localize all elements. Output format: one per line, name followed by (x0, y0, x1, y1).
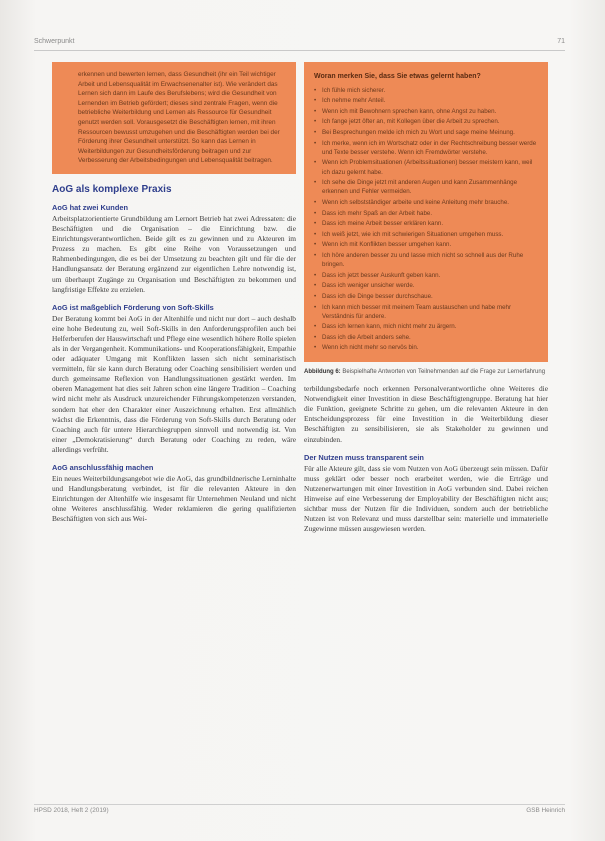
orange-text-box (52, 62, 296, 174)
subsection-heading-2: AoG ist maßgeblich Förderung von Soft-Skills (52, 302, 214, 312)
box-title: Woran merken Sie, dass Sie etwas gelernt haben? (314, 73, 481, 80)
answer-item: • Ich fühle mich sicherer. (314, 86, 538, 95)
subsection-text-right: Für alle Akteure gilt, dass sie vom Nutzen von AoG überzeugt sein müssen. Dafür muss geklärt oder besser noch erarbeitet werden, wie die Erträge und Nutzenerwartungen mit einer Investition in AoG verbunden sind. Dabei reichen Hinweise auf eine Verbesserung der Employability der Beschäftigten nicht aus; sichtbar muss der Nutzen für die Individuen, sondern auch der betriebliche Nutzen ist von Relevanz und muss darstellbar sein: materielle und immaterielle Zugewinne müssen ausgewiesen werden. (304, 463, 548, 534)
footer-citation: HPSD 2018, Heft 2 (2019) (34, 807, 109, 814)
answer-item: • Ich sehe die Dinge jetzt mit anderen Augen und kann Zusammenhänge erkennen und Fehler vermeiden. (314, 178, 538, 196)
answer-item: • Dass ich jetzt besser Auskunft geben kann. (314, 271, 538, 280)
answer-item: • Dass ich lernen kann, mich nicht mehr zu ärgern. (314, 322, 538, 331)
answer-item: • Dass ich meine Arbeit besser erklären kann. (314, 219, 538, 228)
answer-item: • Ich nehme mehr Anteil. (314, 96, 538, 105)
orange-box-text: erkennen und bewerten lernen, dass Gesundheit (ihr ein Teil wichtiger Arbeit und Lebensqualität im Erwachsenenalter ist). Wie verändert das Lernen sich dann im Laufe des Berufslebens; wird die Gesundheit von Lernenden im Betrieb gefördert; dieses sind zentrale Fragen, wenn die betriebliche Weiterbildung und Lernen als Ressource für Gesundheit genutzt werden soll. Vorausgesetzt die Beschäftigten lernen, mit ihren Ressourcen bewusst umzugehen und die Beschäftigten werden bei der Förderung ihrer Gesundheit unterstützt. So kann das Lernen in Weiterbildungen zur Gesundheitsförderung beitragen und zur Verbesserung der Arbeitsbedingungen und Lebensqualität beitragen. (78, 71, 280, 165)
page-header (34, 38, 565, 48)
page-footer (34, 807, 565, 817)
subsection-heading-3: AoG anschlussfähig machen (52, 463, 154, 472)
subsection-text-2: Der Beratung kommt bei AoG in der Altenhilfe und nicht nur dort – auch deshalb eine hohe Bedeutung zu, weil Soft-Skills in den Anforderungsprofilen auch bei Helferberufen der Hauswirtschaft und Pflege eine wesentlich höhere Rolle spielen als in der Vergangenheit. Kommunikations- und Kooperationsfähigkeit, Empathie oder adäquater Umgang mit Konflikten lassen sich nicht seminaristisch vermitteln, für sie kann durch Beratung oder Coaching sensibilisiert werden und durch gemeinsame Reflexion von Handlungssituationen gestärkt werden. Im oberen Management hat dies seit Jahren schon eine längere Tradition – Coaching wird nicht mehr als Ausdruck unzureichender Führungskompetenzen verstanden, sondern hat eher den Charakter einer Auszeichnung erhalten. Erst allmählich wächst die Erkenntnis, dass die Förderung von Soft-Skills durch Beratung oder Coaching auch für untere Hierarchiegruppen sinnvoll und notwendig ist. Von einer „Demokratisierung“ durch Beratung oder Coaching zu reden, wäre allerdings verfrüht. (52, 313, 296, 454)
left-column (52, 62, 296, 524)
footer-publisher: GSB Heinrich (526, 807, 565, 814)
answer-item: • Wenn ich Problemsituationen (Arbeitssituationen) besser meistern kann, weil ich dazu gelernt habe. (314, 158, 538, 176)
answer-item: • Dass ich die Dinge besser durchschaue. (314, 292, 538, 301)
header-divider (34, 50, 565, 51)
subsection-heading-right: Der Nutzen muss transparent sein (304, 452, 424, 462)
caption-text: Beispielhafte Antworten von Teilnehmenden auf die Frage zur Lernerfahrung (342, 369, 546, 376)
learning-answers-box (304, 62, 548, 362)
section-heading: AoG als komplexe Praxis (52, 183, 172, 195)
answer-item: • Ich höre anderen besser zu und lasse mich nicht so schnell aus der Ruhe bringen. (314, 251, 538, 269)
continuation-text: terbildungsbedarfe noch erkennen Personalverantwortliche ohne Weiteres die Notwendigkeit einer Investition in diese Beschäftigtengruppe. Beratung hat hier die Funktion, geeignete Schritte zu gehen, um die relevanten Akteure in den Entscheidungsprozess für eine Investition in die Weiterbildung dieser Beschäftigten zu sensibilisieren, sie als Stakeholder zu gewinnen und einzubinden. (304, 384, 548, 444)
footer-divider (34, 804, 565, 805)
answer-item: • Dass ich die Arbeit anders sehe. (314, 333, 538, 342)
subsection-heading-1: AoG hat zwei Kunden (52, 202, 128, 212)
caption-label: Abbildung 6: (304, 369, 341, 376)
answer-item: • Wenn ich mit Bewohnern sprechen kann, ohne Angst zu haben. (314, 107, 538, 116)
answer-item: • Wenn ich nicht mehr so nervös bin. (314, 343, 538, 352)
answers-list (314, 86, 538, 353)
answer-item: • Ich weiß jetzt, wie ich mit schwierigen Situationen umgehen muss. (314, 230, 538, 239)
answer-item: • Dass ich mehr Spaß an der Arbeit habe. (314, 209, 538, 218)
answer-item: • Ich fange jetzt öfter an, mit Kollegen über die Arbeit zu sprechen. (314, 117, 538, 126)
header-section-label: Schwerpunkt (34, 38, 75, 45)
answer-item: • Wenn ich selbstständiger arbeite und keine Anleitung mehr brauche. (314, 198, 538, 207)
subsection-text-3: Ein neues Weiterbildungsangebot wie die AoG, das grundbildnerische Lerninhalte und Handlungsberatung verbindet, ist für die relevanten Akteure in den Einrichtungen der Altenhilfe wie insgesamt für Unternehmen Neuland und nicht ohne Weiteres anschlussfähig. Weder reklamieren die gering qualifizierten Beschäftigten von sich aus Wei- (52, 474, 296, 524)
header-page-number: 71 (557, 38, 565, 45)
answer-item: • Wenn ich mit Konflikten besser umgehen kann. (314, 240, 538, 249)
right-column (304, 62, 548, 534)
subsection-text-1: Arbeitsplatzorientierte Grundbildung am Lernort Betrieb hat zwei Adressaten: die Beschäftigten und die Organisation – die Einrichtung bzw. die Einrichtungsverantwortlichen. Beide gilt es zu gewinnen und zu Akteuren im Prozess zu machen. Es gibt eine Reihe von Voraussetzungen und Rahmenbedingungen, die es bei der Umsetzung zu beachten gilt und für die der Handlungsansatz der Beratung ergänzend zur eigentlichen Lehre notwendig ist, um überhaupt Zugänge zu Organisation und Beschäftigten zu bekommen und langfristige Effekte zu erzielen. (52, 213, 296, 294)
answer-item: • Ich merke, wenn ich im Wortschatz oder in der Rechtschreibung besser werde und Texte besser verstehe. Wenn ich Fremdwörter verstehe. (314, 139, 538, 157)
figure-caption (304, 368, 548, 376)
answer-item: • Dass ich weniger unsicher werde. (314, 281, 538, 290)
answer-item: • Bei Besprechungen melde ich mich zu Wort und sage meine Meinung. (314, 128, 538, 137)
answer-item: • Ich kann mich besser mit meinem Team austauschen und habe mehr Verständnis für andere. (314, 303, 538, 321)
